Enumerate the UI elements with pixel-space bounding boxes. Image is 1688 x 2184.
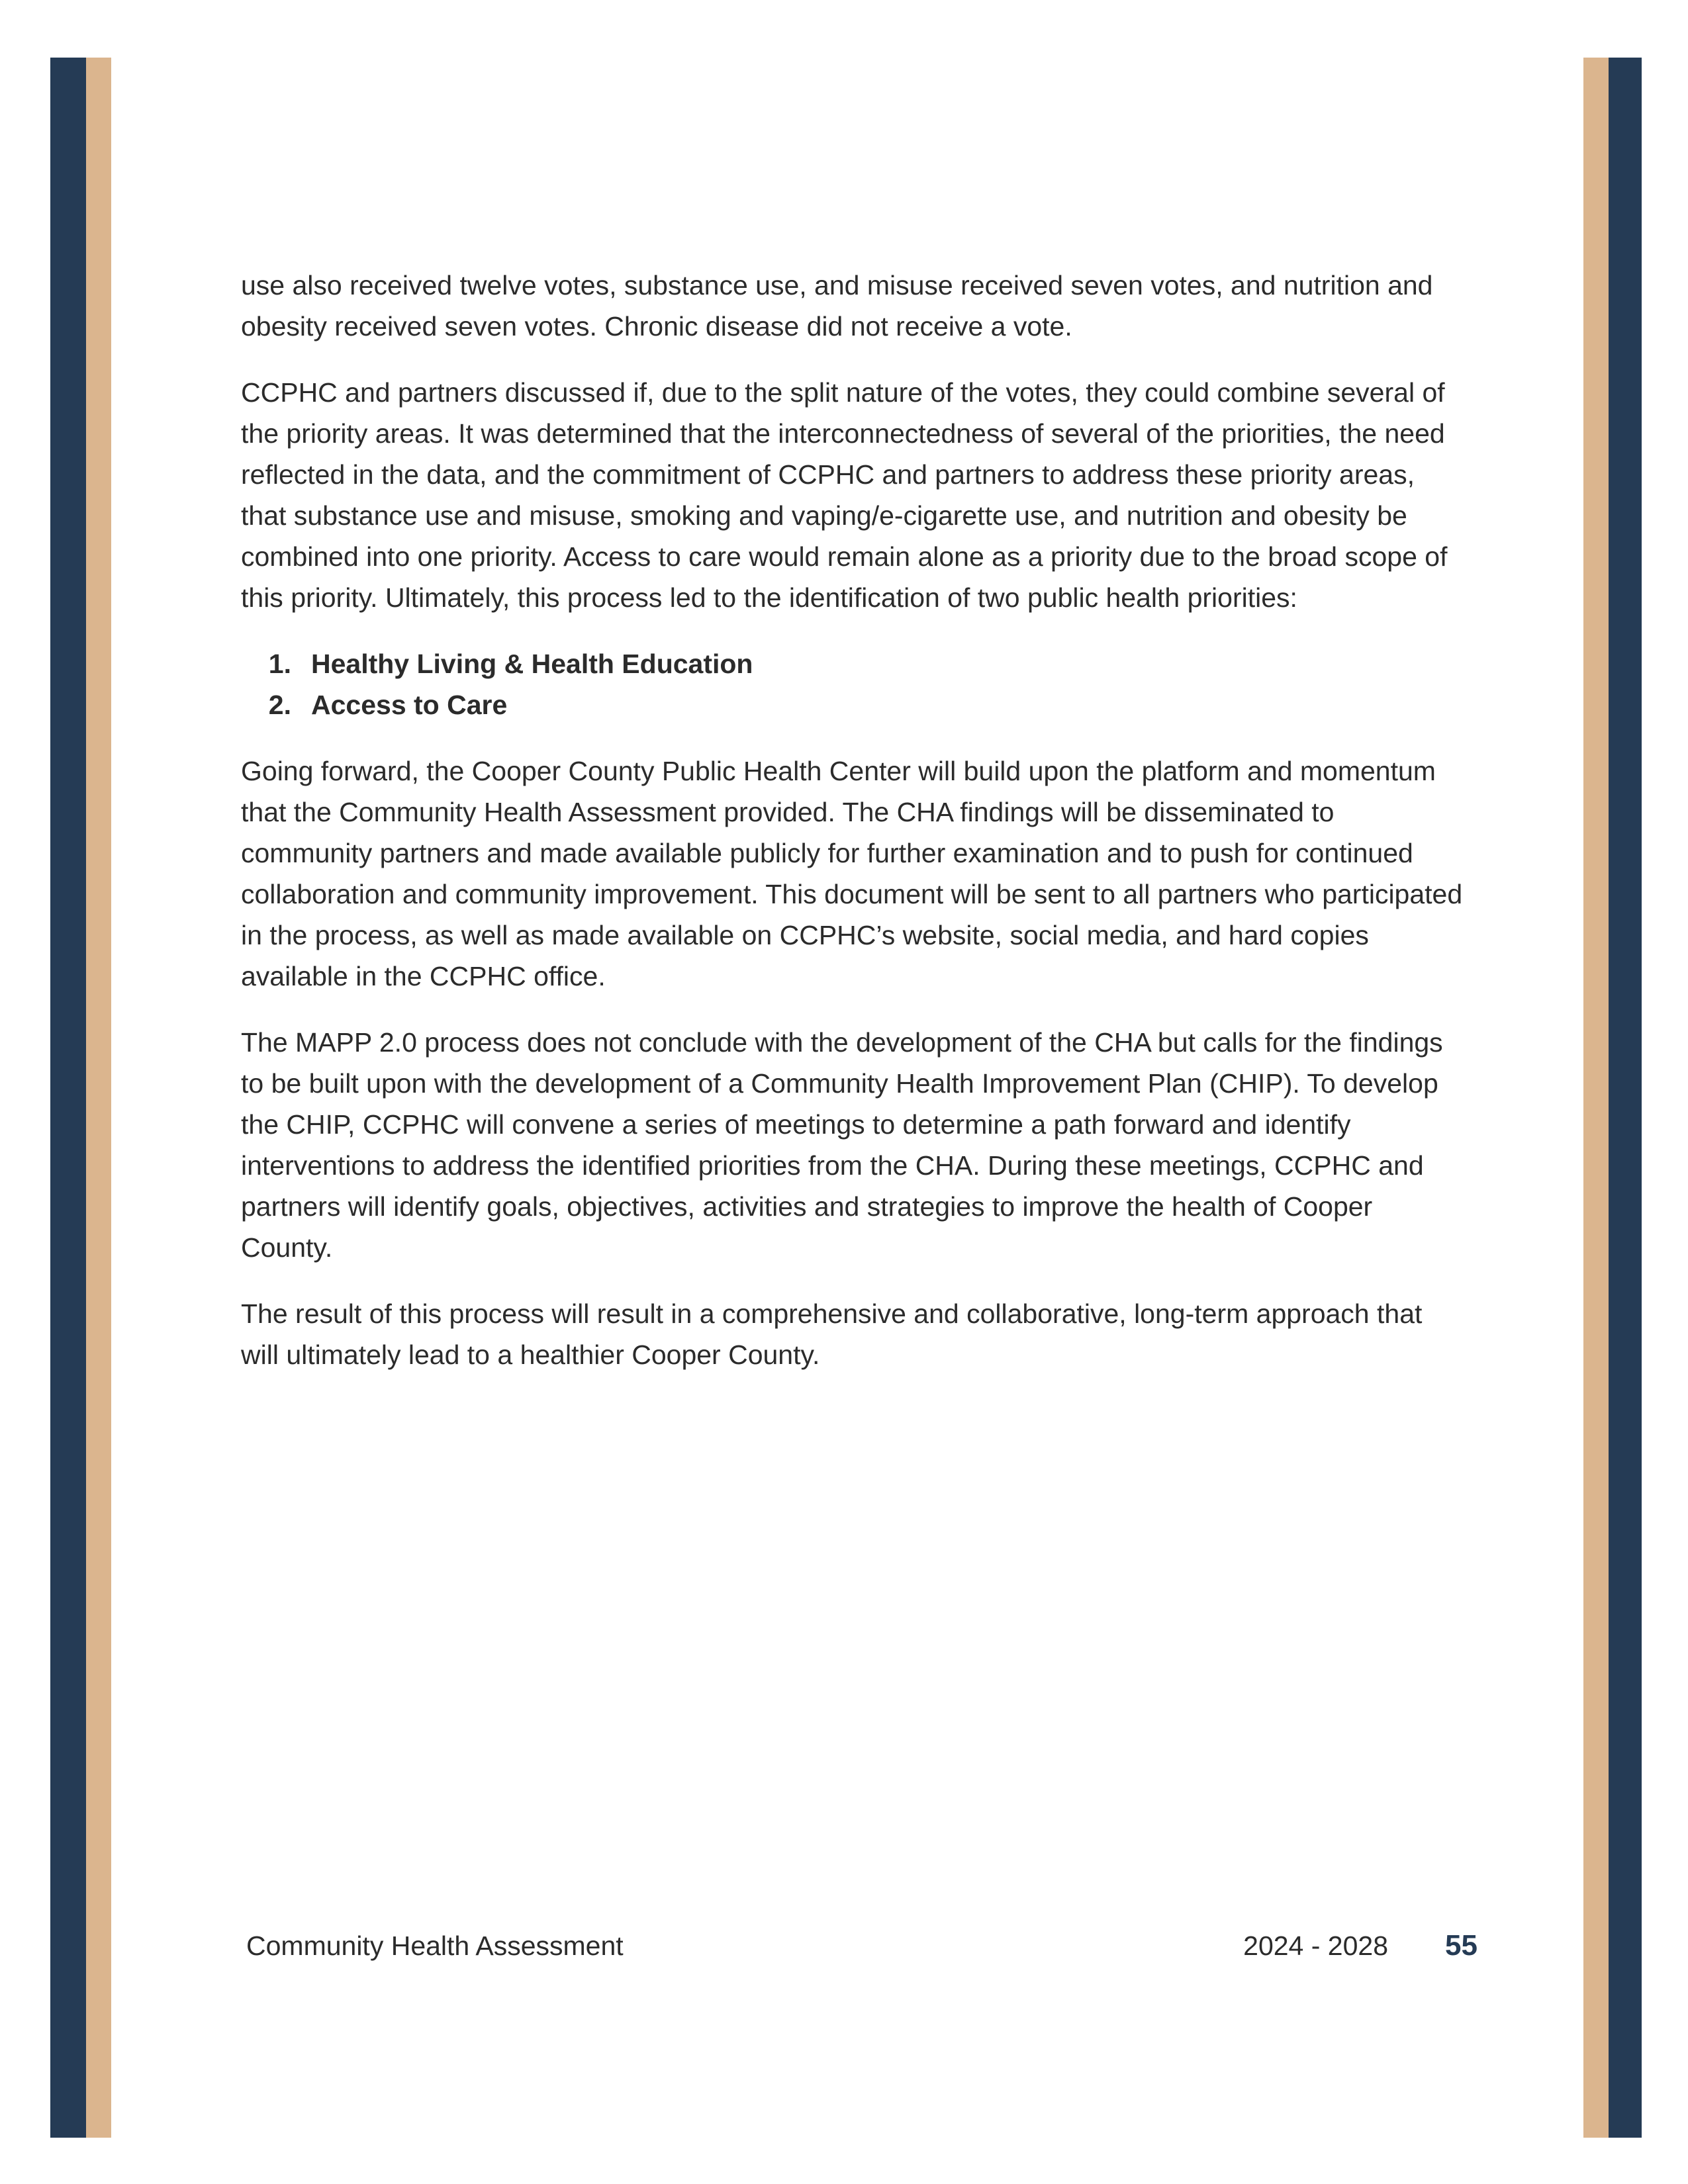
right-navy-border-stripe xyxy=(1609,58,1642,2138)
left-tan-border-stripe xyxy=(86,58,111,2138)
priority-item xyxy=(241,643,1466,684)
footer-years: 2024 - 2028 xyxy=(1243,1931,1388,1961)
paragraph-vote-results: use also received twelve votes, substance use, and misuse received seven votes, and nutrition and obesity received seven votes. Chronic disease did not receive a vote. xyxy=(241,270,1433,341)
left-navy-border-stripe xyxy=(50,58,86,2138)
paragraph-mapp-process: The MAPP 2.0 process does not conclude with the development of the CHA but calls for the findings to be built upon with the development of a Community Health Improvement Plan (CHIP). To develop the CHIP, CCPHC will convene a series of meetings to determine a path forward and identify interventions to address the identified priorities from the CHA. During these meetings, CCPHC and partners will identify goals, objectives, activities and strategies to improve the health of Cooper County. xyxy=(241,1027,1443,1263)
priority-number: 1. xyxy=(268,649,291,679)
priority-item xyxy=(241,684,1466,725)
page-footer xyxy=(246,1926,1477,1966)
priority-label: Access to Care xyxy=(311,690,508,720)
priority-label: Healthy Living & Health Education xyxy=(311,649,753,679)
paragraph-result: The result of this process will result in a comprehensive and collaborative, long-term approach that will ultimately lead to a healthier Cooper County. xyxy=(241,1298,1423,1370)
footer-document-title: Community Health Assessment xyxy=(246,1931,624,1961)
priority-list xyxy=(241,643,1466,725)
paragraph-going-forward: Going forward, the Cooper County Public Health Center will build upon the platform and momentum that the Community Health Assessment provided. The CHA findings will be disseminated to community partners and made available publicly for further examination and to push for continued collaboration and community improvement. This document will be sent to all partners who participated in the process, as well as made available on CCPHC’s website, social media, and hard copies available in the CCPHC office. xyxy=(241,756,1463,991)
right-tan-border-stripe xyxy=(1583,58,1609,2138)
page-number: 55 xyxy=(1445,1929,1477,1962)
priority-number: 2. xyxy=(268,690,291,720)
page-body xyxy=(241,265,1466,1400)
paragraph-combining-priorities: CCPHC and partners discussed if, due to the split nature of the votes, they could combine several of the priority areas. It was determined that the interconnectedness of several of the priorities, the need reflected in the data, and the commitment of CCPHC and partners to address these priority areas, that substance use and misuse, smoking and vaping/e-cigarette use, and nutrition and obesity be combined into one priority. Access to care would remain alone as a priority due to the broad scope of this priority. Ultimately, this process led to the identification of two public health priorities: xyxy=(241,377,1448,613)
